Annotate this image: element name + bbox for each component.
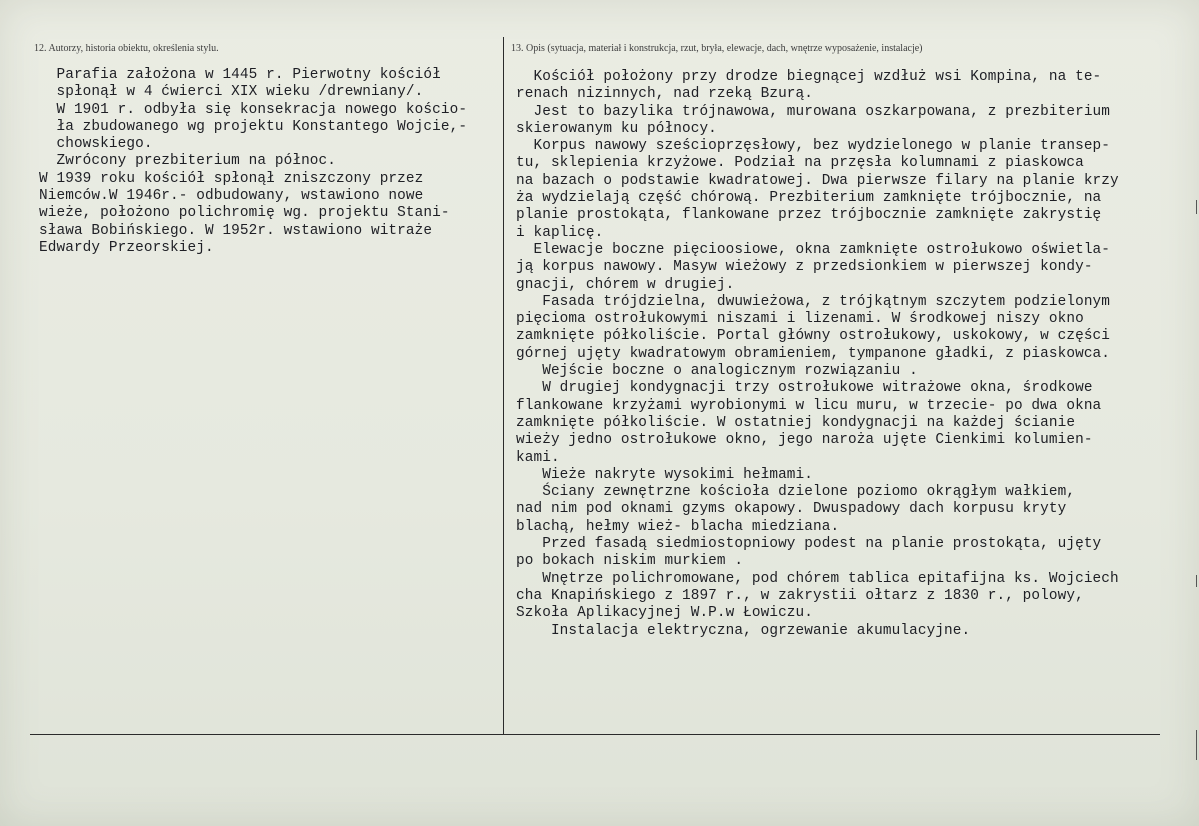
- text-line: blachą, hełmy wież- blacha miedziana.: [516, 518, 840, 535]
- text-line: Szkoła Aplikacyjnej W.P.w Łowiczu.: [516, 605, 814, 622]
- text-line: po bokach niskim murkiem .: [516, 553, 744, 570]
- text-line: Kościół położony przy drodze biegnącej wzdłuż wsi Kompina, na te-: [516, 69, 1102, 85]
- text-line: cha Knapińskiego z 1897 r., w zakrystii ołtarz z 1830 r., polowy,: [516, 587, 1084, 604]
- text-line: Niemców.W 1946r.- odbudowany, wstawiono nowe: [39, 188, 424, 205]
- text-line: zamknięte półkoliście. W ostatniej kondygnacji na każdej ścianie: [516, 414, 1076, 431]
- text-line: Korpus nawowy sześcioprzęsłowy, bez wydzielonego w planie transep-: [516, 138, 1111, 155]
- text-line: Zwrócony prezbiterium na północ.: [39, 153, 337, 170]
- text-line: skierowanym ku północy.: [516, 120, 717, 137]
- text-line: ją korpus nawowy. Masyw wieżowy z przedsionkiem w pierwszej kondy-: [516, 259, 1093, 276]
- text-line: gnacji, chórem w drugiej.: [516, 276, 735, 293]
- text-line: Przed fasadą siedmiostopniowy podest na planie prostokąta, ujęty: [516, 536, 1102, 553]
- history-text: [39, 67, 467, 257]
- text-line: Instalacja elektryczna, ogrzewanie akumulacyjne.: [516, 622, 971, 639]
- column-divider: [503, 37, 504, 734]
- text-line: tu, sklepienia krzyżowe. Podział na przęsła kolumnami z piaskowca: [516, 155, 1084, 172]
- text-line: górnej ujęty kwadratowym obramieniem, tympanone gładki, z piaskowca.: [516, 345, 1111, 362]
- text-line: Parafia założona w 1445 r. Pierwotny kościół: [39, 67, 441, 83]
- text-line: W 1939 roku kościół spłonął zniszczony przez: [39, 170, 424, 187]
- text-line: W 1901 r. odbyła się konsekracja nowego kościo-: [39, 101, 468, 118]
- text-line: kami.: [516, 449, 560, 466]
- text-line: W drugiej kondygnacji trzy ostrołukowe witrażowe okna, środkowe: [516, 380, 1093, 397]
- text-line: planie prostokąta, flankowane przez trójbocznie zamknięte zakrystię: [516, 207, 1102, 224]
- left-section-heading: 12. Autorzy, historia obiektu, określenia stylu.: [34, 43, 219, 54]
- text-line: nad nim pod oknami gzyms okapowy. Dwuspadowy dach korpusu kryty: [516, 501, 1067, 518]
- text-line: i kaplicę.: [516, 224, 604, 241]
- text-line: ła zbudowanego wg projektu Konstantego Wojcie,-: [39, 118, 468, 135]
- text-line: Fasada trójdzielna, dwuwieżowa, z trójkątnym szczytem podzielonym: [516, 293, 1111, 310]
- text-line: Ściany zewnętrzne kościoła dzielone poziomo okrągłym wałkiem,: [516, 484, 1076, 501]
- text-line: zamknięte półkoliście. Portal główny ostrołukowy, uskokowy, w części: [516, 328, 1111, 345]
- text-line: Jest to bazylika trójnawowa, murowana oszkarpowana, z prezbiterium: [516, 103, 1111, 120]
- text-line: wieży jedno ostrołukowe okno, jego naroża ujęte Cienkimi kolumien-: [516, 432, 1093, 449]
- text-line: Elewacje boczne pięcioosiowe, okna zamknięte ostrołukowo oświetla-: [516, 241, 1111, 258]
- right-section-heading: 13. Opis (sytuacja, materiał i konstrukcja, rzut, bryła, elewacje, dach, wnętrze wyposażenie, instalacje): [511, 43, 923, 54]
- margin-marks: [1183, 30, 1199, 790]
- text-line: pięcioma ostrołukowymi niszami i lizenami. W środkowej niszy okno: [516, 311, 1084, 328]
- description-text: [516, 69, 1119, 640]
- text-line: flankowane krzyżami wyrobionymi w licu muru, w trzecie- po dwa okna: [516, 397, 1102, 414]
- text-line: Edwardy Przeorskiej.: [39, 239, 214, 256]
- text-line: chowskiego.: [39, 136, 153, 153]
- text-line: wieże, położono polichromię wg. projektu Stani-: [39, 205, 450, 222]
- bottom-rule: [30, 734, 1160, 735]
- text-line: Wieże nakryte wysokimi hełmami.: [516, 466, 814, 483]
- text-line: sława Bobińskiego. W 1952r. wstawiono witraże: [39, 222, 433, 239]
- text-line: ża wydzielają część chórową. Prezbiterium zamknięte trójbocznie, na: [516, 190, 1102, 207]
- text-line: na bazach o podstawie kwadratowej. Dwa pierwsze filary na planie krzy: [516, 172, 1119, 189]
- text-line: Wnętrze polichromowane, pod chórem tablica epitafijna ks. Wojciech: [516, 570, 1119, 587]
- text-line: Wejście boczne o analogicznym rozwiązaniu .: [516, 363, 918, 380]
- text-line: spłonął w 4 ćwierci XIX wieku /drewniany/.: [39, 84, 424, 101]
- text-line: renach nizinnych, nad rzeką Bzurą.: [516, 86, 814, 103]
